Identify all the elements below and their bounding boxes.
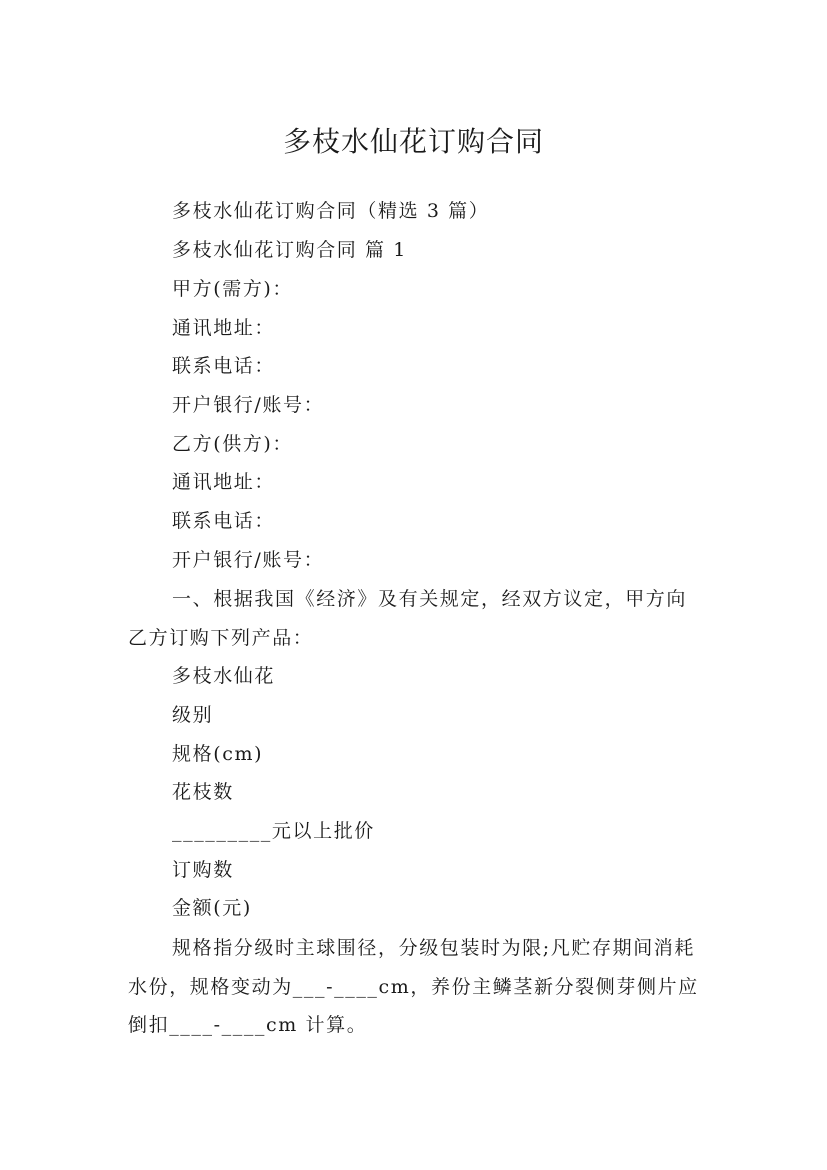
item-product-name: 多枝水仙花 (172, 665, 276, 687)
party-b-address: 通讯地址： (172, 471, 276, 493)
party-a-label: 甲方(需方)： (172, 278, 294, 300)
item-spec: 规格(cm) (172, 743, 264, 765)
spec-paragraph: 规格指分级时主球围径，分级包装时为限;凡贮存期间消耗水份，规格变动为___-____cm，养份主鳞茎新分裂侧芽侧片应倒扣____-____cm 计算。 (128, 937, 699, 1036)
item-grade: 级别 (172, 704, 214, 726)
clause-1-paragraph: 一、根据我国《经济》及有关规定，经双方议定，甲方向乙方订购下列产品： (128, 588, 688, 649)
item-stem-count: 花枝数 (172, 781, 234, 803)
item-wholesale-price: _________元以上批价 (172, 820, 375, 842)
party-b-bank: 开户银行/账号： (172, 549, 325, 571)
document-title: 多枝水仙花订购合同 (282, 124, 544, 158)
party-b-label: 乙方(供方)： (172, 433, 294, 455)
party-a-phone: 联系电话： (172, 355, 276, 377)
party-a-bank: 开户银行/账号： (172, 394, 325, 416)
section-heading: 多枝水仙花订购合同 篇 1 (172, 239, 407, 261)
item-amount: 金额(元) (172, 897, 252, 919)
subtitle-selection: 多枝水仙花订购合同（精选 3 篇） (172, 200, 490, 222)
party-a-address: 通讯地址： (172, 317, 276, 339)
party-b-phone: 联系电话： (172, 510, 276, 532)
item-order-quantity: 订购数 (172, 859, 234, 881)
